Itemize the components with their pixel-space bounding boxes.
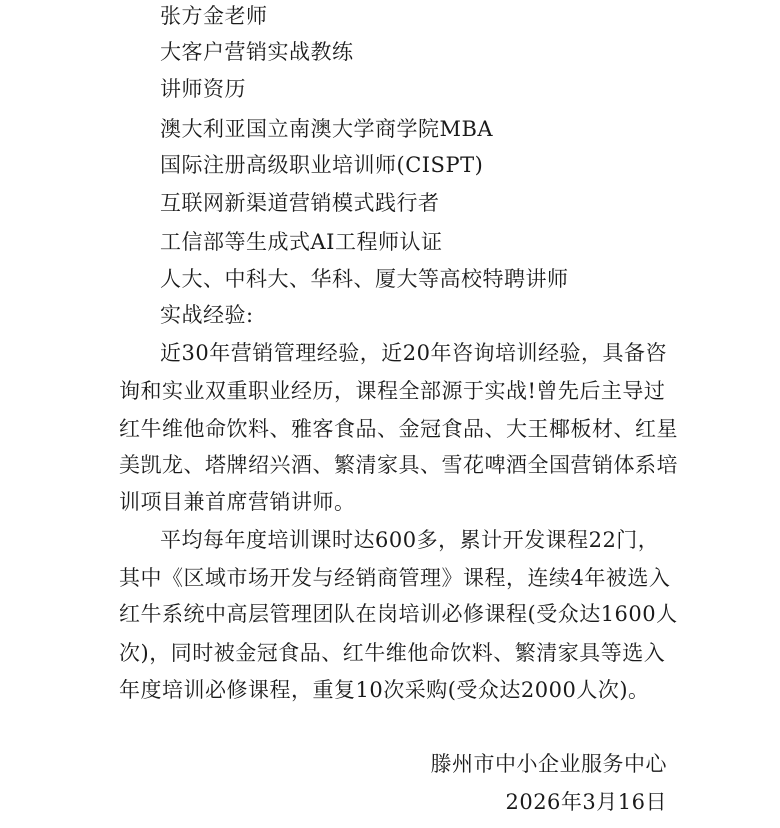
paragraph-line: 美凯龙、塔牌绍兴酒、繁清家具、雪花啤酒全国营销体系培 <box>119 453 678 477</box>
credential-item: 互联网新渠道营销模式践行者 <box>160 191 440 215</box>
credential-item: 澳大利亚国立南澳大学商学院MBA <box>160 117 494 141</box>
experience-heading: 实战经验: <box>160 303 254 327</box>
teacher-title: 大客户营销实战教练 <box>160 40 354 64</box>
paragraph-line: 次)，同时被金冠食品、红牛维他命饮料、繁清家具等选入 <box>119 641 666 665</box>
credentials-heading: 讲师资历 <box>160 77 246 101</box>
paragraph-line: 询和实业双重职业经历，课程全部源于实战!曾先后主导过 <box>119 379 666 403</box>
signature-date: 2026年3月16日 <box>505 790 667 814</box>
signature-organization: 滕州市中小企业服务中心 <box>430 752 667 776</box>
paragraph-line: 训项目兼首席营销讲师。 <box>119 490 356 514</box>
credential-item: 人大、中科大、华科、厦大等高校特聘讲师 <box>160 267 569 291</box>
paragraph-line: 年度培训必修课程，重复10次采购(受众达2000人次)。 <box>119 678 650 702</box>
teacher-name: 张方金老师 <box>160 4 268 28</box>
paragraph-line: 平均每年度培训课时达600多，累计开发课程22门， <box>160 528 660 552</box>
credential-item: 工信部等生成式AI工程师认证 <box>160 230 443 254</box>
credential-item: 国际注册高级职业培训师(CISPT) <box>160 153 484 177</box>
paragraph-line: 红牛维他命饮料、雅客食品、金冠食品、大王椰板材、红星 <box>119 417 678 441</box>
paragraph-line: 近30年营销管理经验，近20年咨询培训经验，具备咨 <box>160 341 667 365</box>
paragraph-line: 其中《区域市场开发与经销商管理》课程，连续4年被选入 <box>119 566 671 590</box>
paragraph-line: 红牛系统中高层管理团队在岗培训必修课程(受众达1600人 <box>119 602 678 626</box>
